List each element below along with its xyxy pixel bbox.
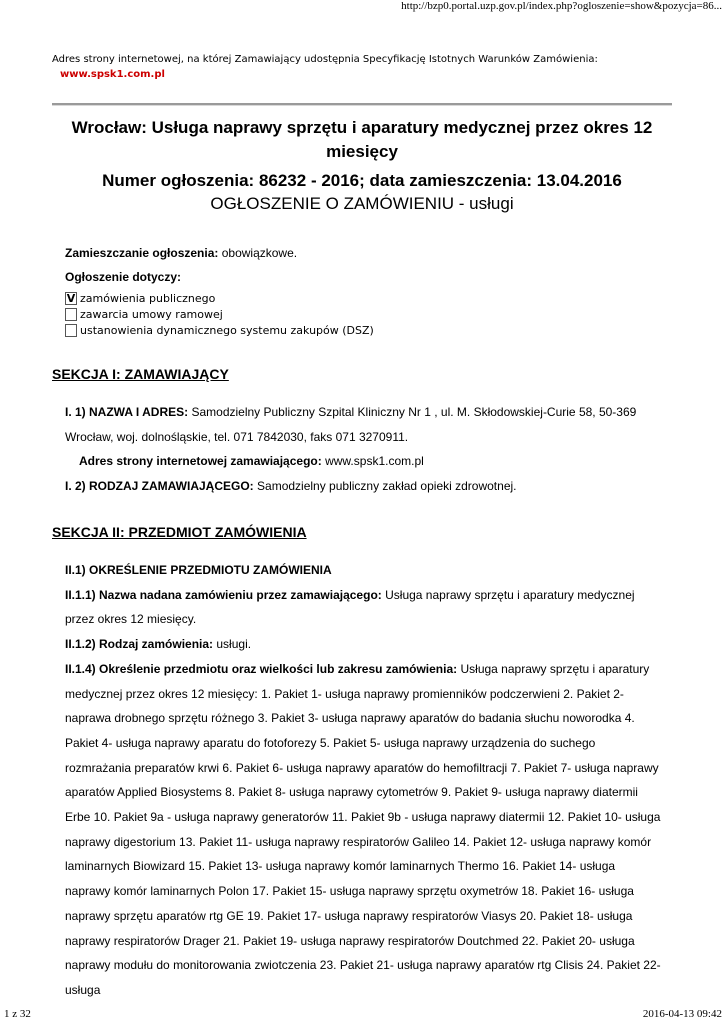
section-2-body (65, 558, 661, 1003)
notice-number: Numer ogłoszenia: 86232 - 2016; data zamieszczenia: 13.04.2016 (102, 171, 622, 190)
type-row (65, 474, 661, 499)
name-row (65, 400, 661, 425)
option-label: ustanowienia dynamicznego systemu zakupów (DSZ) (80, 323, 374, 337)
type-label: I. 2) RODZAJ ZAMAWIAJĄCEGO: (65, 479, 254, 494)
order-name-label: II.1.1) Nazwa nadana zamówieniu przez zamawiającego: (65, 587, 382, 602)
placement-value: obowiązkowe. (221, 246, 298, 260)
web-row (65, 449, 661, 474)
print-header-url: http://bzp0.portal.uzp.gov.pl/index.php?ogloszenie=show&pozycja=86... (401, 0, 722, 12)
section-1-heading: SEKCJA I: ZAMAWIAJĄCY (52, 366, 229, 382)
subject-heading: II.1) OKREŚLENIE PRZEDMIOTU ZAMÓWIENIA (65, 563, 332, 577)
web-label: Adres strony internetowej zamawiającego: (79, 454, 322, 469)
placement-label: Zamieszczanie ogłoszenia: (65, 246, 219, 260)
scope-label: II.1.4) Określenie przedmiotu oraz wielkości lub zakresu zamówienia: (65, 661, 458, 676)
option-framework-agreement[interactable] (65, 306, 223, 322)
page-counter: 1 z 32 (4, 1008, 31, 1020)
order-kind-value: usługi. (216, 637, 252, 652)
order-kind-row (65, 632, 661, 657)
placement-row (65, 245, 297, 261)
name-row-2: Wrocław, woj. dolnośląskie, tel. 071 7842030, faks 071 3270911. (65, 429, 409, 444)
section-2-heading: SEKCJA II: PRZEDMIOT ZAMÓWIENIA (52, 524, 307, 540)
scope-row (65, 657, 661, 1003)
section-1-body (65, 400, 661, 499)
option-label: zawarcia umowy ramowej (80, 307, 223, 321)
divider (52, 103, 672, 106)
name-value: Samodzielny Publiczny Szpital Kliniczny Nr 1 , ul. M. Skłodowskiej-Curie 58, 50-369 (191, 405, 637, 419)
scope-value: Usługa naprawy sprzętu i aparatury medycznej przez okres 12 miesięcy: 1. Pakiet 1- usługa naprawy promienników podczerwieni 2. Pakiet 2- naprawa drobnego sprzętu różnego 3. Pakiet 3- usługa naprawy aparatów do badania słuchu noworodka 4. Pakiet 4- usługa naprawy aparatu do fotoforezy 5. Pakiet 5- usługa naprawy urządzenia do suchego rozmrażania preparatów krwi 6. Pakiet 6- usługa naprawy aparatów do hemofiltracji 7. Pakiet 7- usługa naprawy aparatów Applied Biosystems 8. Pakiet 8- usługa naprawy cytometrów 9. Pakiet 9- usługa naprawy diatermii Erbe 10. Pakiet 9a - usługa naprawy generatorów 11. Pakiet 9b - usługa naprawy diatermii 12. Pakiet 10- usługa naprawy digestorium 13. Pakiet 11- usługa naprawy respiratorów Galileo 14. Pakiet 12- usługa naprawy komór laminarnych Biowizard 15. Pakiet 13- usługa naprawy komór laminarnych Thermo 16. Pakiet 14- usługa naprawy komór laminarnych Polon 17. Pakiet 15- usługa naprawy sprzętu oxymetrów 18. Pakiet 16- usługa naprawy sprzętu aparatów rtg GE 19. Pakiet 17- usługa naprawy respiratorów Viasys 20. Pakiet 18- usługa naprawy respiratorów Drager 21. Pakiet 19- usługa naprawy respiratorów Doutchmed 22. Pakiet 20- usługa naprawy modułu do monitorowania zwiotczenia 23. Pakiet 21- usługa naprawy aparatów rtg Clisis 24. Pakiet 22- usługa (65, 661, 661, 997)
option-public-contract[interactable] (65, 290, 215, 306)
notice-type: OGŁOSZENIE O ZAMÓWIENIU - usługi (210, 194, 514, 213)
checkbox-checked[interactable]: V (66, 291, 76, 305)
order-name-value: Usługa naprawy sprzętu i aparatury medycznej przez okres 12 miesięcy. (65, 587, 635, 627)
option-label: zamówienia publicznego (80, 291, 216, 305)
name-label: I. 1) NAZWA I ADRES: (65, 405, 189, 419)
page-title: Wrocław: Usługa naprawy sprzętu i aparatury medycznej przez okres 12 miesięcy (71, 118, 653, 161)
siwz-link[interactable]: www.spsk1.com.pl (60, 69, 165, 80)
concerns-label: Ogłoszenie dotyczy: (65, 270, 182, 284)
type-value: Samodzielny publiczny zakład opieki zdrowotnej. (257, 479, 517, 494)
checkbox-unchecked[interactable] (65, 308, 77, 321)
notice-title (52, 116, 672, 215)
siwz-notice (52, 53, 598, 82)
option-dps[interactable] (65, 322, 374, 338)
print-datetime: 2016-04-13 09:42 (642, 1008, 722, 1020)
order-name-row (65, 583, 661, 632)
order-kind-label: II.1.2) Rodzaj zamówienia: (65, 637, 214, 652)
web-value: www.spsk1.com.pl (325, 454, 424, 469)
siwz-text: Adres strony internetowej, na której Zamawiający udostępnia Specyfikację Istotnych Warunków Zamówienia: (52, 54, 598, 65)
checkbox-unchecked[interactable] (65, 324, 77, 337)
